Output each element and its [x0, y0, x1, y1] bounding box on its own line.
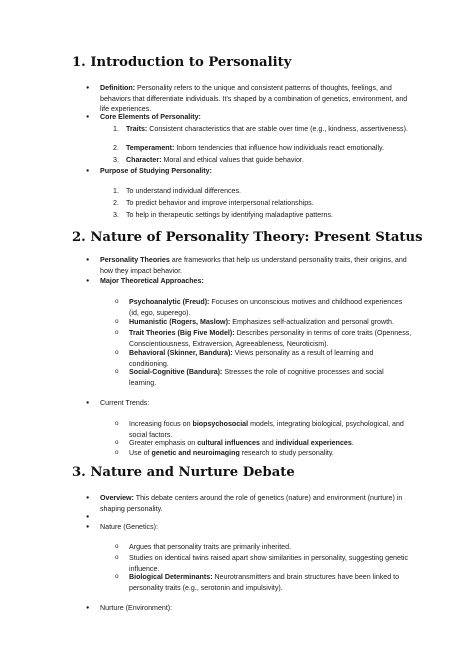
core-item-2 [113, 143, 411, 154]
list-number: 3. [113, 156, 119, 164]
sub-bullet-marker: o [115, 420, 119, 427]
trend-emphasis: biopsychosocial [192, 420, 249, 428]
theories-text: are frameworks that help us understand personality traits, their origins, and how they impact behavior. [100, 256, 407, 275]
approach-item-4 [115, 348, 412, 369]
list-number: 1. [113, 187, 119, 195]
trend-emphasis: genetic and neuroimaging [151, 449, 240, 457]
trend-text: and [259, 439, 276, 447]
approach-text: Describes personality in terms of core traits (Openness, Conscientiousness, Extraversion, Agreeableness, Neuroticism). [129, 329, 412, 348]
section-3-heading: 3. Nature and Nurture Debate [72, 465, 295, 480]
approach-text: Views personality as a result of learning and conditioning. [129, 349, 374, 368]
empty-bullet-item [100, 512, 410, 522]
purpose-item-1 [113, 186, 411, 197]
sub-bullet-marker: o [115, 318, 119, 325]
approaches-label: Major Theoretical Approaches: [100, 277, 204, 285]
nature-point-3 [115, 572, 412, 593]
approach-item-1 [115, 297, 412, 318]
approach-label: Humanistic (Rogers, Maslow): [129, 318, 231, 326]
nature-item [100, 522, 410, 533]
sub-bullet-marker: o [115, 554, 119, 561]
list-number: 3. [113, 211, 119, 219]
trend-emphasis: cultural influences [197, 439, 260, 447]
core-item-label: Traits: [126, 125, 148, 133]
sub-bullet-marker: o [115, 298, 119, 305]
purpose-text: To understand individual differences. [126, 187, 242, 195]
approach-item-3 [115, 328, 412, 349]
trends-label: Current Trends: [100, 399, 150, 407]
theories-item [100, 255, 410, 276]
trend-item-2 [115, 438, 412, 449]
approach-label: Social-Cognitive (Bandura): [129, 368, 223, 376]
overview-label: Overview: [100, 494, 134, 502]
core-item-text: Moral and ethical values that guide behavior. [161, 156, 304, 164]
approach-label: Psychoanalytic (Freud): [129, 298, 210, 306]
core-elements-label: Core Elements of Personality: [100, 113, 201, 121]
purpose-text: To help in therapeutic settings by identifying maladaptive patterns. [126, 211, 334, 219]
purpose-item-3 [113, 210, 411, 221]
nurture-item [100, 603, 410, 614]
overview-text: This debate centers around the role of genetics (nature) and environment (nurture) in shaping personality. [100, 494, 403, 513]
definition-label: Definition: [100, 84, 136, 92]
sub-bullet-marker: o [115, 543, 119, 550]
nature-point-text: Argues that personality traits are primarily inherited. [129, 543, 292, 551]
sub-bullet-marker: o [115, 329, 119, 336]
theories-label: Personality Theories [100, 256, 170, 264]
nature-point-label: Biological Determinants: [129, 573, 213, 581]
core-item-text: Inborn tendencies that influence how individuals react emotionally. [174, 144, 385, 152]
purpose-text: To predict behavior and improve interpersonal relationships. [126, 199, 314, 207]
list-number: 2. [113, 144, 119, 152]
trend-text: . [351, 439, 354, 447]
approach-text: Stresses the role of cognitive processes and social learning. [129, 368, 384, 387]
trend-emphasis: individual experiences [275, 439, 352, 447]
trend-text: models, integrating biological, psychological, and social factors. [129, 420, 404, 439]
overview-item [100, 493, 410, 514]
trend-text: Increasing focus on [129, 420, 193, 428]
trend-text: research to study personality. [239, 449, 334, 457]
section-1-heading: 1. Introduction to Personality [72, 55, 292, 70]
nurture-label: Nurture (Environment): [100, 604, 173, 612]
section-2-heading: 2. Nature of Personality Theory: Present Status [72, 230, 423, 245]
trends-item [100, 398, 410, 409]
nature-point-text: Neurotransmitters and brain structures have been linked to personality traits (e.g., serotonin and impulsivity). [129, 573, 400, 592]
core-item-text: Consistent characteristics that are stable over time (e.g., kindness, assertiveness). [147, 125, 408, 133]
core-item-1 [113, 124, 411, 135]
trend-text: Use of [129, 449, 152, 457]
core-item-label: Character: [126, 156, 162, 164]
sub-bullet-marker: o [115, 349, 119, 356]
purpose-item [100, 166, 410, 177]
trend-text: Greater emphasis on [129, 439, 198, 447]
purpose-item-2 [113, 198, 411, 209]
sub-bullet-marker: o [115, 449, 119, 456]
definition-item [100, 83, 410, 115]
approach-item-5 [115, 367, 412, 388]
approach-label: Trait Theories (Big Five Model): [129, 329, 235, 337]
list-number: 2. [113, 199, 119, 207]
approach-label: Behavioral (Skinner, Bandura): [129, 349, 233, 357]
nature-point-2 [115, 553, 412, 574]
core-item-label: Temperament: [126, 144, 175, 152]
trend-item-3 [115, 448, 412, 459]
nature-point-1 [115, 542, 412, 553]
approach-item-2 [115, 317, 412, 328]
purpose-label: Purpose of Studying Personality: [100, 167, 212, 175]
definition-text: Personality refers to the unique and consistent patterns of thoughts, feelings, and behaviors that differentiate individuals. It's shaped by a combination of genetics, environment, and life experiences. [100, 84, 408, 114]
core-elements-item [100, 112, 410, 123]
nature-label: Nature (Genetics): [100, 523, 158, 531]
sub-bullet-marker: o [115, 573, 119, 580]
sub-bullet-marker: o [115, 439, 119, 446]
sub-bullet-marker: o [115, 368, 119, 375]
approach-text: Emphasizes self-actualization and personal growth. [230, 318, 394, 326]
core-item-3 [113, 155, 411, 166]
trend-item-1 [115, 419, 412, 440]
approach-text: Focuses on unconscious motives and childhood experiences (id, ego, superego). [129, 298, 403, 317]
nature-point-text: Studies on identical twins raised apart show similarities in personality, suggesting genetic influence. [129, 554, 409, 573]
approaches-item [100, 276, 410, 287]
list-number: 1. [113, 125, 119, 133]
